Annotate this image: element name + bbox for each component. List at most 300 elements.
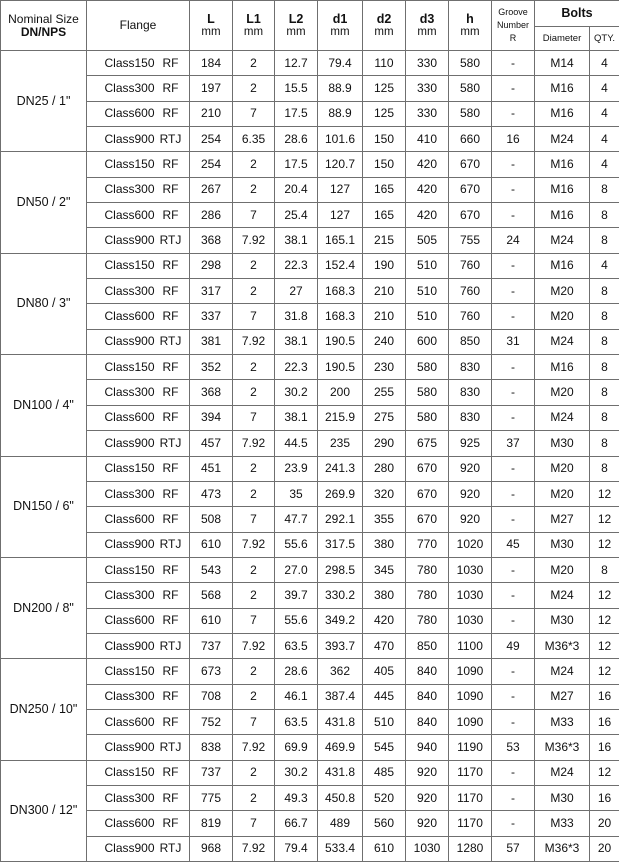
cell-dia: M36*3: [535, 836, 590, 861]
cell-qty: 12: [590, 760, 619, 785]
table-row: [1, 152, 619, 177]
cell-dia: M33: [535, 811, 590, 836]
cell-d1: 298.5: [318, 557, 363, 582]
cell-d1: 168.3: [318, 279, 363, 304]
cell-dia: M20: [535, 380, 590, 405]
flange-cell: [87, 203, 190, 228]
flange-cell: [87, 304, 190, 329]
cell-d2: 320: [363, 481, 406, 506]
cell-r: -: [492, 608, 535, 633]
groove-number-header: Groove Number R: [492, 1, 535, 51]
cell-h: 830: [449, 405, 492, 430]
cell-qty: 8: [590, 380, 619, 405]
flange-cell: [87, 709, 190, 734]
cell-l: 254: [190, 152, 233, 177]
cell-l: 368: [190, 228, 233, 253]
cell-r: -: [492, 177, 535, 202]
cell-l2: 23.9: [275, 456, 318, 481]
cell-l2: 28.6: [275, 659, 318, 684]
cell-r: -: [492, 253, 535, 278]
cell-d2: 210: [363, 304, 406, 329]
cell-l: 543: [190, 557, 233, 582]
flange-face-type: RF: [156, 158, 186, 171]
flange-class: Class300: [91, 488, 156, 501]
cell-h: 1100: [449, 633, 492, 658]
cell-d3: 840: [406, 659, 449, 684]
cell-r: -: [492, 456, 535, 481]
nominal-size-cell: DN250 / 10": [1, 659, 87, 760]
cell-dia: M20: [535, 304, 590, 329]
table-row: [1, 304, 619, 329]
cell-qty: 8: [590, 304, 619, 329]
flange-face-type: RTJ: [156, 335, 186, 348]
cell-r: -: [492, 152, 535, 177]
cell-l1: 7: [233, 304, 275, 329]
cell-l1: 6.35: [233, 127, 275, 152]
flange-class: Class900: [91, 335, 156, 348]
cell-l: 337: [190, 304, 233, 329]
cell-d2: 610: [363, 836, 406, 861]
cell-d1: 127: [318, 177, 363, 202]
cell-dia: M16: [535, 152, 590, 177]
cell-qty: 8: [590, 431, 619, 456]
cell-r: -: [492, 709, 535, 734]
table-row: [1, 760, 619, 785]
flange-class: Class150: [91, 665, 156, 678]
cell-l2: 63.5: [275, 633, 318, 658]
cell-l2: 79.4: [275, 836, 318, 861]
flange-cell: [87, 659, 190, 684]
flange-class: Class900: [91, 234, 156, 247]
cell-l1: 2: [233, 684, 275, 709]
flange-cell: [87, 811, 190, 836]
table-row: [1, 431, 619, 456]
cell-d2: 255: [363, 380, 406, 405]
cell-dia: M24: [535, 659, 590, 684]
cell-d3: 330: [406, 76, 449, 101]
cell-d1: 317.5: [318, 532, 363, 557]
cell-d2: 355: [363, 507, 406, 532]
cell-l: 737: [190, 633, 233, 658]
cell-d1: 362: [318, 659, 363, 684]
flange-face-type: RTJ: [156, 538, 186, 551]
flange-face-type: RF: [156, 817, 186, 830]
table-row: [1, 811, 619, 836]
table-row: [1, 659, 619, 684]
flange-class: Class900: [91, 133, 156, 146]
cell-l: 184: [190, 51, 233, 76]
cell-d3: 920: [406, 811, 449, 836]
cell-r: -: [492, 760, 535, 785]
cell-l2: 31.8: [275, 304, 318, 329]
cell-r: 31: [492, 329, 535, 354]
cell-r: 57: [492, 836, 535, 861]
cell-l2: 66.7: [275, 811, 318, 836]
cell-h: 1170: [449, 760, 492, 785]
cell-l2: 55.6: [275, 532, 318, 557]
table-row: [1, 735, 619, 760]
flange-face-type: RF: [156, 665, 186, 678]
cell-l2: 27: [275, 279, 318, 304]
cell-d3: 770: [406, 532, 449, 557]
cell-h: 830: [449, 355, 492, 380]
table-row: [1, 127, 619, 152]
flange-face-type: RTJ: [156, 640, 186, 653]
cell-d1: 165.1: [318, 228, 363, 253]
flange-class: Class900: [91, 538, 156, 551]
cell-h: 925: [449, 431, 492, 456]
cell-r: -: [492, 279, 535, 304]
cell-qty: 16: [590, 785, 619, 810]
flange-face-type: RF: [156, 57, 186, 70]
flange-face-type: RF: [156, 386, 186, 399]
cell-l: 708: [190, 684, 233, 709]
flange-class: Class300: [91, 690, 156, 703]
cell-qty: 12: [590, 608, 619, 633]
cell-qty: 12: [590, 659, 619, 684]
flange-class: Class150: [91, 462, 156, 475]
nominal-size-cell: DN200 / 8": [1, 557, 87, 658]
table-row: [1, 355, 619, 380]
cell-r: -: [492, 203, 535, 228]
cell-h: 1030: [449, 608, 492, 633]
cell-l: 473: [190, 481, 233, 506]
cell-l: 286: [190, 203, 233, 228]
flange-cell: [87, 380, 190, 405]
cell-l: 451: [190, 456, 233, 481]
cell-qty: 8: [590, 228, 619, 253]
cell-h: 1280: [449, 836, 492, 861]
flange-face-type: RF: [156, 209, 186, 222]
flange-class: Class600: [91, 817, 156, 830]
cell-l1: 2: [233, 51, 275, 76]
table-row: [1, 76, 619, 101]
cell-l2: 35: [275, 481, 318, 506]
flange-face-type: RF: [156, 107, 186, 120]
cell-l1: 2: [233, 557, 275, 582]
cell-d2: 215: [363, 228, 406, 253]
flange-face-type: RF: [156, 82, 186, 95]
cell-d3: 420: [406, 203, 449, 228]
cell-d3: 920: [406, 785, 449, 810]
cell-dia: M20: [535, 557, 590, 582]
cell-d2: 110: [363, 51, 406, 76]
cell-d2: 165: [363, 177, 406, 202]
cell-d1: 88.9: [318, 101, 363, 126]
flange-cell: [87, 355, 190, 380]
flange-face-type: RF: [156, 513, 186, 526]
cell-d2: 280: [363, 456, 406, 481]
cell-qty: 8: [590, 557, 619, 582]
cell-d2: 405: [363, 659, 406, 684]
cell-r: -: [492, 355, 535, 380]
cell-d1: 269.9: [318, 481, 363, 506]
flange-class: Class600: [91, 411, 156, 424]
col-header-d1: d1 mm: [318, 1, 363, 51]
cell-l: 394: [190, 405, 233, 430]
cell-l2: 27.0: [275, 557, 318, 582]
cell-dia: M24: [535, 228, 590, 253]
cell-h: 580: [449, 101, 492, 126]
table-row: [1, 785, 619, 810]
cell-d3: 1030: [406, 836, 449, 861]
cell-r: -: [492, 684, 535, 709]
cell-l1: 2: [233, 355, 275, 380]
cell-d3: 420: [406, 177, 449, 202]
flange-face-type: RF: [156, 792, 186, 805]
cell-d1: 469.9: [318, 735, 363, 760]
table-row: [1, 177, 619, 202]
cell-h: 760: [449, 253, 492, 278]
cell-h: 1020: [449, 532, 492, 557]
table-row: [1, 456, 619, 481]
cell-l: 838: [190, 735, 233, 760]
flange-cell: [87, 507, 190, 532]
cell-dia: M20: [535, 456, 590, 481]
cell-l2: 47.7: [275, 507, 318, 532]
cell-dia: M16: [535, 76, 590, 101]
table-row: [1, 203, 619, 228]
table-row: [1, 709, 619, 734]
cell-l: 352: [190, 355, 233, 380]
flange-cell: [87, 431, 190, 456]
flange-cell: [87, 735, 190, 760]
cell-dia: M24: [535, 583, 590, 608]
cell-d1: 349.2: [318, 608, 363, 633]
cell-d1: 235: [318, 431, 363, 456]
cell-qty: 4: [590, 51, 619, 76]
flange-face-type: RF: [156, 183, 186, 196]
cell-d3: 675: [406, 431, 449, 456]
cell-d3: 670: [406, 507, 449, 532]
flange-cell: [87, 76, 190, 101]
cell-dia: M33: [535, 709, 590, 734]
cell-l: 610: [190, 608, 233, 633]
table-row: [1, 228, 619, 253]
cell-l1: 7.92: [233, 836, 275, 861]
cell-l1: 7.92: [233, 532, 275, 557]
cell-qty: 8: [590, 279, 619, 304]
cell-dia: M20: [535, 481, 590, 506]
cell-h: 1030: [449, 583, 492, 608]
cell-dia: M24: [535, 127, 590, 152]
cell-dia: M24: [535, 329, 590, 354]
cell-l1: 7: [233, 811, 275, 836]
cell-qty: 12: [590, 583, 619, 608]
cell-l1: 2: [233, 152, 275, 177]
table-row: [1, 532, 619, 557]
cell-h: 1170: [449, 785, 492, 810]
flange-cell: [87, 633, 190, 658]
cell-dia: M30: [535, 785, 590, 810]
cell-l: 457: [190, 431, 233, 456]
cell-l2: 38.1: [275, 228, 318, 253]
cell-d2: 240: [363, 329, 406, 354]
flange-face-type: RTJ: [156, 842, 186, 855]
flange-class: Class900: [91, 640, 156, 653]
cell-r: -: [492, 583, 535, 608]
table-row: [1, 583, 619, 608]
cell-l2: 49.3: [275, 785, 318, 810]
cell-d3: 580: [406, 355, 449, 380]
col-header-d2: d2 mm: [363, 1, 406, 51]
col-header-d3: d3 mm: [406, 1, 449, 51]
cell-qty: 4: [590, 101, 619, 126]
cell-l: 298: [190, 253, 233, 278]
col-header-L2: L2 mm: [275, 1, 318, 51]
cell-r: 37: [492, 431, 535, 456]
cell-qty: 16: [590, 735, 619, 760]
flange-class: Class150: [91, 766, 156, 779]
cell-d1: 168.3: [318, 304, 363, 329]
cell-d2: 275: [363, 405, 406, 430]
cell-qty: 16: [590, 684, 619, 709]
cell-d3: 780: [406, 608, 449, 633]
cell-d2: 420: [363, 608, 406, 633]
cell-qty: 8: [590, 203, 619, 228]
cell-qty: 8: [590, 355, 619, 380]
cell-d1: 152.4: [318, 253, 363, 278]
cell-h: 1090: [449, 659, 492, 684]
cell-l2: 20.4: [275, 177, 318, 202]
cell-d2: 560: [363, 811, 406, 836]
cell-qty: 16: [590, 709, 619, 734]
cell-d2: 210: [363, 279, 406, 304]
cell-d1: 241.3: [318, 456, 363, 481]
flange-face-type: RF: [156, 614, 186, 627]
cell-r: -: [492, 785, 535, 810]
cell-d1: 79.4: [318, 51, 363, 76]
flange-class: Class600: [91, 107, 156, 120]
cell-l: 317: [190, 279, 233, 304]
cell-l2: 38.1: [275, 405, 318, 430]
cell-r: -: [492, 101, 535, 126]
cell-h: 1090: [449, 684, 492, 709]
flange-cell: [87, 583, 190, 608]
flange-face-type: RF: [156, 285, 186, 298]
cell-d3: 670: [406, 456, 449, 481]
cell-qty: 4: [590, 152, 619, 177]
cell-d1: 387.4: [318, 684, 363, 709]
cell-d2: 165: [363, 203, 406, 228]
cell-d2: 125: [363, 76, 406, 101]
cell-h: 850: [449, 329, 492, 354]
cell-l2: 28.6: [275, 127, 318, 152]
cell-dia: M16: [535, 101, 590, 126]
flange-class: Class600: [91, 513, 156, 526]
col-header-h: h mm: [449, 1, 492, 51]
cell-l2: 30.2: [275, 760, 318, 785]
cell-d3: 330: [406, 51, 449, 76]
flange-face-type: RF: [156, 310, 186, 323]
cell-r: -: [492, 51, 535, 76]
cell-d3: 840: [406, 709, 449, 734]
nominal-size-cell: DN300 / 12": [1, 760, 87, 861]
cell-h: 755: [449, 228, 492, 253]
cell-l1: 7.92: [233, 633, 275, 658]
cell-qty: 4: [590, 76, 619, 101]
flange-cell: [87, 456, 190, 481]
col-header-L1: L1 mm: [233, 1, 275, 51]
cell-l: 267: [190, 177, 233, 202]
cell-l: 775: [190, 785, 233, 810]
cell-l: 610: [190, 532, 233, 557]
cell-l2: 63.5: [275, 709, 318, 734]
cell-l1: 7: [233, 608, 275, 633]
flange-cell: [87, 532, 190, 557]
flange-face-type: RF: [156, 716, 186, 729]
flange-cell: [87, 279, 190, 304]
table-row: [1, 481, 619, 506]
flange-class: Class300: [91, 792, 156, 805]
flange-face-type: RF: [156, 488, 186, 501]
cell-qty: 8: [590, 177, 619, 202]
cell-r: -: [492, 304, 535, 329]
cell-h: 1190: [449, 735, 492, 760]
cell-h: 760: [449, 304, 492, 329]
cell-qty: 12: [590, 532, 619, 557]
cell-d3: 670: [406, 481, 449, 506]
cell-d2: 380: [363, 583, 406, 608]
cell-d2: 345: [363, 557, 406, 582]
cell-d1: 393.7: [318, 633, 363, 658]
cell-d1: 330.2: [318, 583, 363, 608]
cell-dia: M16: [535, 253, 590, 278]
cell-l1: 2: [233, 583, 275, 608]
cell-h: 920: [449, 481, 492, 506]
cell-dia: M36*3: [535, 735, 590, 760]
cell-d1: 190.5: [318, 329, 363, 354]
flange-class: Class300: [91, 386, 156, 399]
cell-r: 53: [492, 735, 535, 760]
cell-h: 580: [449, 76, 492, 101]
cell-d3: 580: [406, 405, 449, 430]
cell-d3: 510: [406, 253, 449, 278]
cell-d3: 780: [406, 557, 449, 582]
cell-d2: 290: [363, 431, 406, 456]
table-row: [1, 329, 619, 354]
flange-class: Class150: [91, 259, 156, 272]
cell-l1: 7.92: [233, 735, 275, 760]
bolt-diameter-header: Diameter: [535, 27, 590, 51]
cell-l1: 2: [233, 481, 275, 506]
cell-d2: 520: [363, 785, 406, 810]
cell-l1: 2: [233, 279, 275, 304]
bolts-header: Bolts: [535, 1, 619, 27]
flange-cell: [87, 760, 190, 785]
cell-dia: M27: [535, 684, 590, 709]
cell-d2: 485: [363, 760, 406, 785]
flange-face-type: RF: [156, 361, 186, 374]
flange-class: Class300: [91, 82, 156, 95]
cell-l1: 2: [233, 253, 275, 278]
cell-d2: 545: [363, 735, 406, 760]
cell-l: 210: [190, 101, 233, 126]
cell-d3: 850: [406, 633, 449, 658]
bolt-qty-header: QTY.: [590, 27, 619, 51]
flange-class: Class900: [91, 842, 156, 855]
cell-r: -: [492, 557, 535, 582]
cell-l2: 38.1: [275, 329, 318, 354]
cell-d2: 230: [363, 355, 406, 380]
cell-r: 24: [492, 228, 535, 253]
cell-qty: 20: [590, 811, 619, 836]
cell-l: 752: [190, 709, 233, 734]
cell-d1: 431.8: [318, 760, 363, 785]
cell-h: 760: [449, 279, 492, 304]
cell-l2: 44.5: [275, 431, 318, 456]
cell-d2: 380: [363, 532, 406, 557]
